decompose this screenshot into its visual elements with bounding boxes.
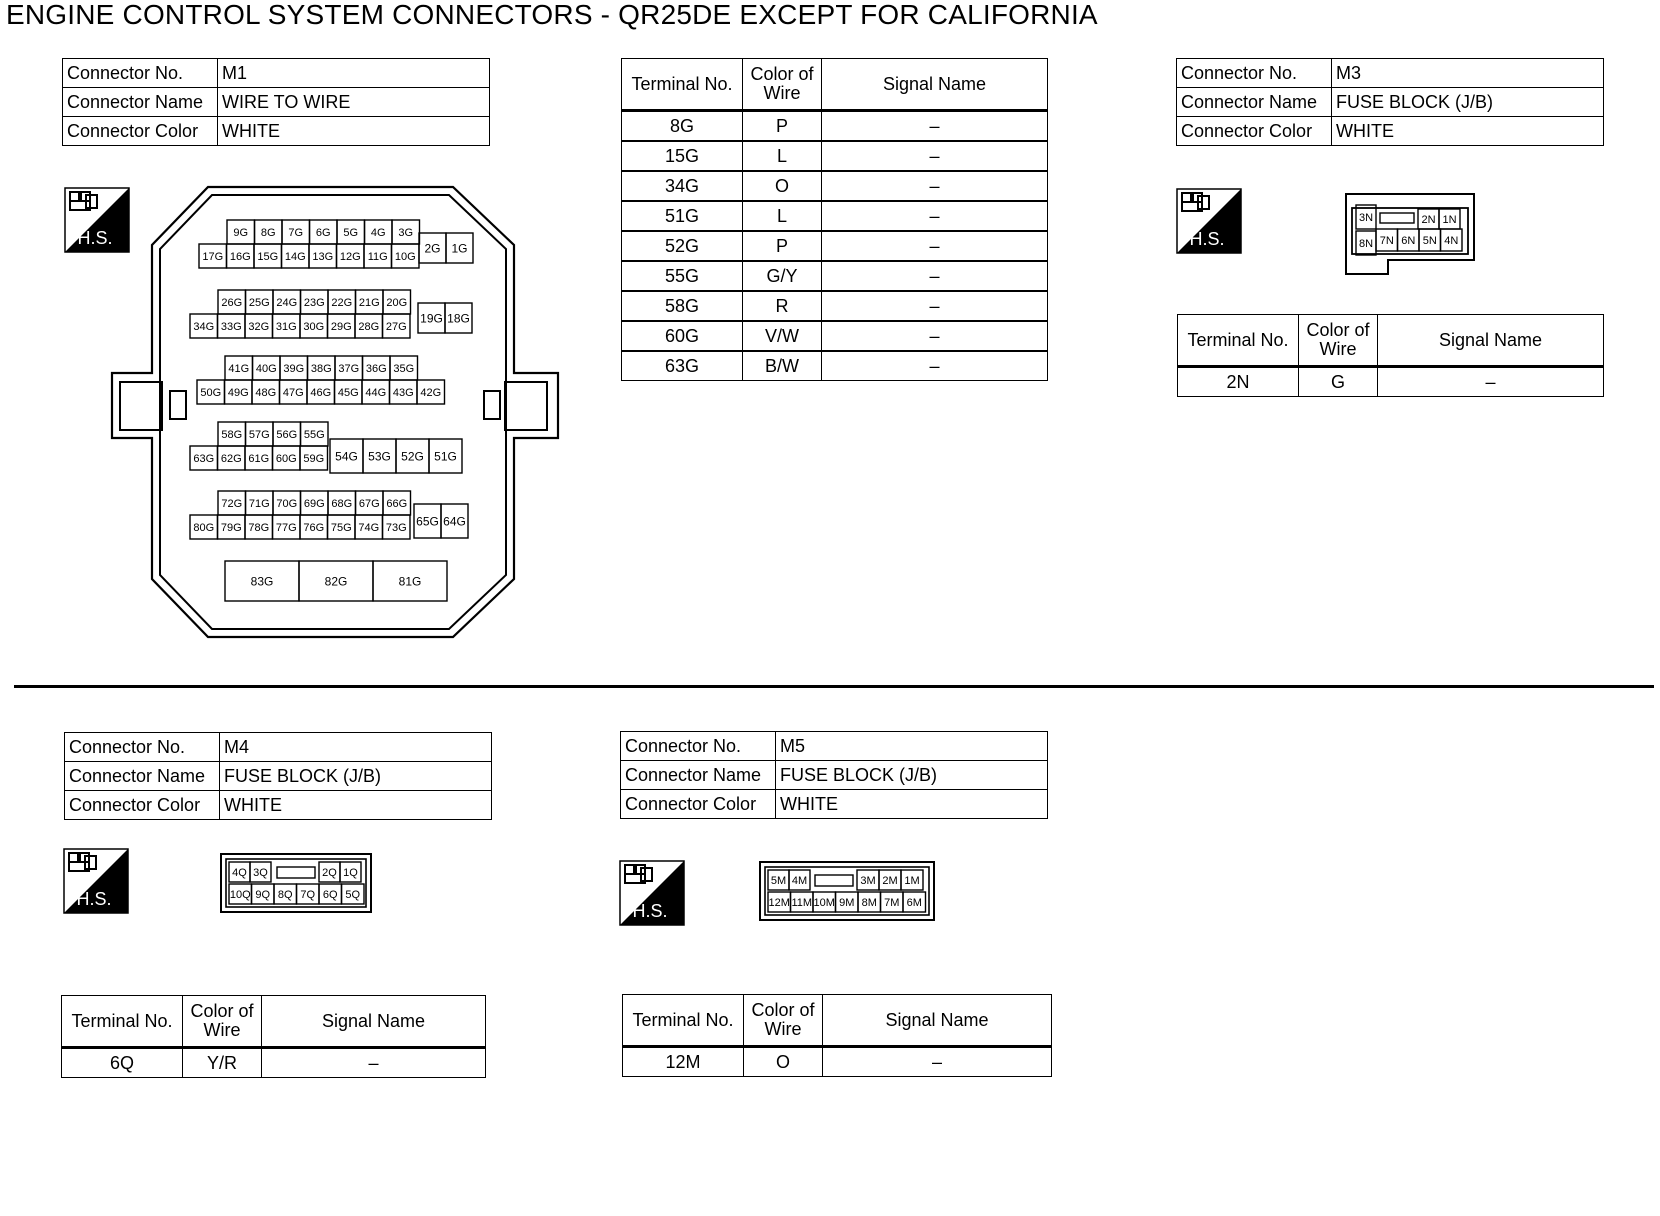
pin-label: 7M (884, 896, 900, 909)
m3-connector-no: M3 (1332, 59, 1604, 88)
m1-connector-name: WIRE TO WIRE (218, 88, 490, 117)
terminal-no-header: Terminal No. (1178, 315, 1299, 367)
pin-label: 33G (220, 320, 242, 333)
table-row: 60G V/W – (622, 321, 1048, 351)
pin-label: 52G (401, 449, 424, 464)
pin-label: 19G (420, 311, 443, 326)
pin-label: 75G (330, 521, 352, 534)
pin-label: 5G (343, 226, 359, 239)
pin-label: 14G (284, 250, 306, 263)
pin-label: 7Q (300, 888, 316, 901)
connector-color-label: Connector Color (621, 790, 776, 819)
pin-label: 67G (358, 497, 380, 510)
pin-label: 10M (813, 896, 835, 909)
pin-label: 57G (248, 428, 270, 441)
hs-label: H.S. (1189, 229, 1225, 249)
color-of-wire-header: Color of Wire (183, 996, 262, 1048)
pin-label: 2N (1421, 213, 1436, 226)
pin-label: 3G (398, 226, 414, 239)
m4-info-table (64, 732, 492, 820)
pin-label: 44G (365, 386, 387, 399)
pin-label: 8N (1358, 237, 1374, 250)
connector-name-label: Connector Name (65, 762, 220, 791)
pin-label: 22G (331, 296, 353, 309)
signal-name-header: Signal Name (822, 59, 1048, 111)
m3-connector-color: WHITE (1332, 117, 1604, 146)
pin-label: 78G (248, 521, 270, 534)
pin-label: 48G (255, 386, 277, 399)
pin-label: 1G (451, 241, 468, 256)
pin-label: 82G (324, 574, 348, 589)
m4-connector-no: M4 (220, 733, 492, 762)
m5-info-table (620, 731, 1048, 819)
m1-terminal-table (621, 58, 1048, 381)
page-title: ENGINE CONTROL SYSTEM CONNECTORS - QR25DE EXCEPT FOR CALIFORNIA (6, 0, 1098, 30)
pin-label: 1N (1442, 213, 1457, 226)
latch-slot (1380, 213, 1414, 223)
pin-label: 79G (220, 521, 242, 534)
m1-info-table (62, 58, 490, 146)
pin-label: 25G (248, 296, 270, 309)
pin-label: 6M (906, 896, 922, 909)
pin-label: 69G (303, 497, 325, 510)
pin-label: 62G (220, 452, 242, 465)
signal-name-header: Signal Name (823, 995, 1052, 1047)
pin-label: 5M (770, 874, 787, 887)
pin-label: 2Q (322, 866, 337, 879)
m3-terminal-table (1177, 314, 1604, 397)
pin-label: 37G (338, 362, 360, 375)
m1-pin-grid (190, 220, 473, 601)
pin-label: 77G (275, 521, 297, 534)
connector-name-label: Connector Name (621, 761, 776, 790)
pin-label: 7G (288, 226, 304, 239)
pin-label: 11G (367, 250, 388, 263)
pin-label: 65G (416, 514, 439, 529)
m3-connector-face (1344, 192, 1476, 276)
pin-label: 60G (275, 452, 297, 465)
table-row: 12M O – (623, 1047, 1052, 1077)
pin-label: 55G (303, 428, 325, 441)
signal-name-header: Signal Name (262, 996, 486, 1048)
m5-connector-color: WHITE (776, 790, 1048, 819)
m4-pin-grid (229, 862, 364, 904)
pin-label: 73G (385, 521, 407, 534)
table-row: 34G O – (622, 171, 1048, 201)
pin-label: 74G (358, 521, 380, 534)
pin-label: 5Q (345, 888, 361, 901)
pin-label: 16G (229, 250, 251, 263)
pin-label: 39G (283, 362, 305, 375)
pin-label: 76G (303, 521, 325, 534)
m5-connector-no: M5 (776, 732, 1048, 761)
pin-label: 47G (282, 386, 304, 399)
pin-label: 41G (228, 362, 250, 375)
pin-label: 4G (370, 226, 386, 239)
connector-name-label: Connector Name (63, 88, 218, 117)
color-of-wire-header: Color of Wire (743, 59, 822, 111)
pin-label: 8G (260, 226, 276, 239)
pin-label: 8Q (277, 888, 293, 901)
pin-label: 43G (392, 386, 414, 399)
table-row: 63G B/W – (622, 351, 1048, 381)
table-row: 51G L – (622, 201, 1048, 231)
hs-label: H.S. (76, 889, 112, 909)
connector-no-label: Connector No. (65, 733, 220, 762)
pin-label: 3Q (253, 866, 268, 879)
pin-label: 6N (1401, 234, 1416, 247)
pin-label: 32G (248, 320, 270, 333)
pin-label: 66G (386, 497, 408, 510)
hs-label: H.S. (632, 901, 668, 921)
terminal-no-header: Terminal No. (622, 59, 743, 111)
m5-pin-grid (768, 870, 926, 912)
table-row: 15G L – (622, 141, 1048, 171)
connector-no-label: Connector No. (621, 732, 776, 761)
pin-label: 83G (250, 574, 274, 589)
pin-label: 23G (303, 296, 325, 309)
pin-label: 31G (275, 320, 297, 333)
pin-label: 3M (860, 874, 876, 887)
pin-label: 9G (233, 226, 249, 239)
pin-label: 72G (221, 497, 243, 510)
pin-label: 6G (315, 226, 331, 239)
m4-terminal-table (61, 995, 486, 1078)
pin-label: 10Q (229, 888, 251, 901)
m5-connector-face (758, 860, 936, 922)
m3-connector-name: FUSE BLOCK (J/B) (1332, 88, 1604, 117)
signal-name-header: Signal Name (1378, 315, 1604, 367)
hs-label: H.S. (77, 228, 113, 248)
pin-label: 7N (1379, 234, 1394, 247)
harness-side-icon (63, 848, 129, 914)
table-row: 6Q Y/R – (62, 1048, 486, 1078)
pin-label: 4Q (232, 866, 247, 879)
pin-label: 27G (385, 320, 407, 333)
pin-label: 29G (330, 320, 352, 333)
pin-label: 1M (904, 874, 920, 887)
pin-label: 71G (248, 497, 270, 510)
pin-label: 40G (255, 362, 277, 375)
pin-label: 12G (339, 250, 361, 263)
table-row: 58G R – (622, 291, 1048, 321)
pin-label: 49G (227, 386, 249, 399)
pin-label: 63G (193, 452, 215, 465)
pin-label: 11M (791, 896, 813, 909)
pin-label: 30G (303, 320, 325, 333)
pin-label: 64G (443, 514, 466, 529)
pin-label: 53G (368, 449, 391, 464)
m5-terminal-table (622, 994, 1052, 1077)
pin-label: 4M (791, 874, 808, 887)
table-row: 55G G/Y – (622, 261, 1048, 291)
pin-label: 28G (358, 320, 380, 333)
pin-label: 54G (335, 449, 358, 464)
latch-slot (815, 875, 853, 886)
pin-label: 70G (276, 497, 298, 510)
m4-connector-face (219, 852, 373, 914)
terminal-no-header: Terminal No. (62, 996, 183, 1048)
pin-label: 13G (312, 250, 334, 263)
pin-label: 5N (1422, 234, 1437, 247)
pin-label: 12M (768, 896, 790, 909)
color-of-wire-header: Color of Wire (744, 995, 823, 1047)
pin-label: 51G (434, 449, 457, 464)
table-row: 2N G – (1178, 367, 1604, 397)
terminal-no-header: Terminal No. (623, 995, 744, 1047)
pin-label: 3N (1358, 211, 1374, 224)
connector-no-label: Connector No. (1177, 59, 1332, 88)
connector-color-label: Connector Color (1177, 117, 1332, 146)
pin-label: 34G (193, 320, 215, 333)
pin-label: 20G (386, 296, 408, 309)
pin-label: 36G (365, 362, 387, 375)
pin-label: 24G (276, 296, 298, 309)
pin-label: 17G (202, 250, 224, 263)
pin-label: 2G (424, 241, 441, 256)
table-row: 8G P – (622, 111, 1048, 142)
m3-pin-grid (1356, 205, 1462, 255)
pin-label: 80G (193, 521, 215, 534)
pin-label: 50G (200, 386, 222, 399)
m3-info-table (1176, 58, 1604, 146)
section-divider (14, 685, 1654, 688)
pin-label: 15G (257, 250, 279, 263)
m1-connector-no: M1 (218, 59, 490, 88)
m4-connector-name: FUSE BLOCK (J/B) (220, 762, 492, 791)
connector-name-label: Connector Name (1177, 88, 1332, 117)
latch-slot (277, 867, 315, 878)
color-of-wire-header: Color of Wire (1299, 315, 1378, 367)
pin-label: 38G (310, 362, 332, 375)
pin-label: 21G (358, 296, 380, 309)
pin-label: 45G (337, 386, 359, 399)
pin-label: 9Q (255, 888, 271, 901)
pin-label: 10G (394, 250, 416, 263)
pin-label: 46G (310, 386, 332, 399)
pin-label: 26G (221, 296, 243, 309)
pin-label: 8M (861, 896, 877, 909)
pin-label: 1Q (343, 866, 358, 879)
connector-no-label: Connector No. (63, 59, 218, 88)
pin-label: 4N (1444, 234, 1459, 247)
pin-label: 2M (882, 874, 898, 887)
m5-connector-name: FUSE BLOCK (J/B) (776, 761, 1048, 790)
pin-label: 56G (276, 428, 298, 441)
connector-color-label: Connector Color (63, 117, 218, 146)
pin-label: 35G (393, 362, 415, 375)
table-row: 52G P – (622, 231, 1048, 261)
pin-label: 61G (248, 452, 270, 465)
harness-side-icon (1176, 188, 1242, 254)
harness-side-icon (619, 860, 685, 926)
m1-connector-face (108, 185, 558, 637)
pin-label: 42G (420, 386, 442, 399)
pin-label: 81G (398, 574, 422, 589)
connector-color-label: Connector Color (65, 791, 220, 820)
pin-label: 9M (839, 896, 855, 909)
pin-label: 59G (303, 452, 325, 465)
m1-connector-color: WHITE (218, 117, 490, 146)
pin-label: 18G (447, 311, 470, 326)
pin-label: 68G (331, 497, 353, 510)
pin-label: 58G (221, 428, 243, 441)
m4-connector-color: WHITE (220, 791, 492, 820)
pin-label: 6Q (322, 888, 338, 901)
